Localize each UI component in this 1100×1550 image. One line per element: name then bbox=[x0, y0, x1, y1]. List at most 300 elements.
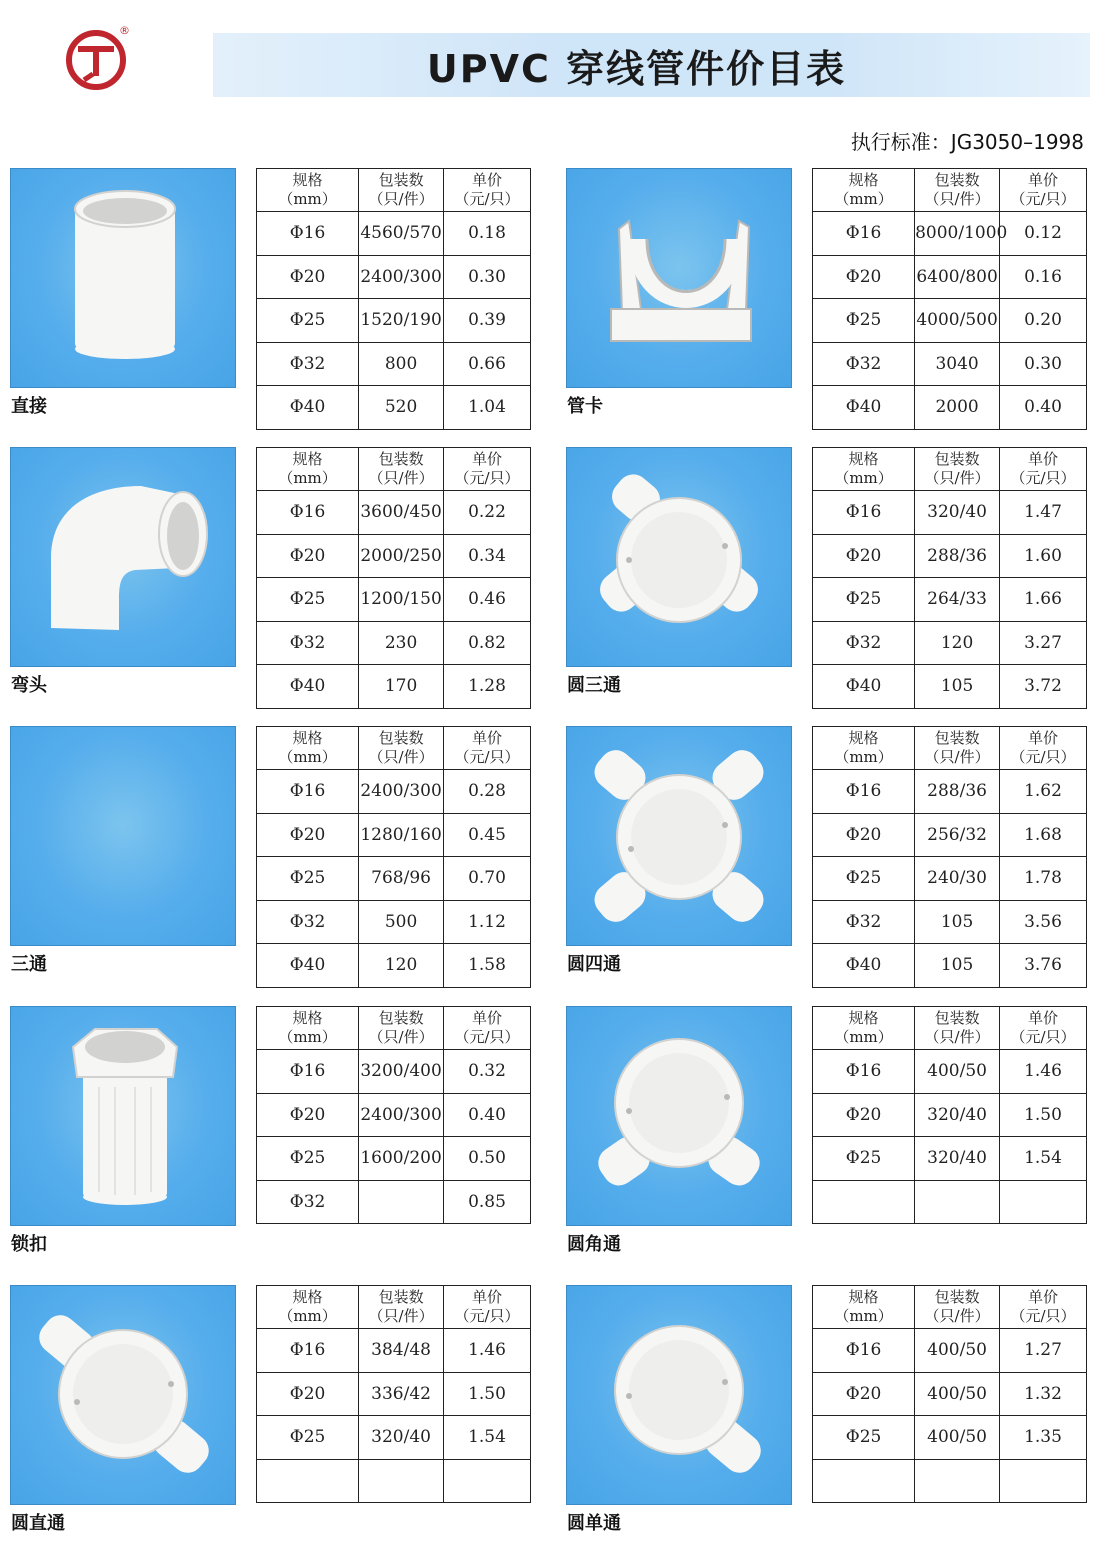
price-cell: 1.28 bbox=[444, 665, 531, 709]
price-cell: 1.12 bbox=[444, 900, 531, 944]
product-name: 圆四通 bbox=[567, 954, 621, 975]
spec-cell: Φ16 bbox=[257, 1329, 359, 1373]
product-name: 圆角通 bbox=[567, 1234, 621, 1255]
spec-cell: Φ16 bbox=[813, 1050, 915, 1094]
table-row bbox=[257, 255, 531, 299]
pack-header-line: 包装数 bbox=[378, 450, 424, 468]
price-cell: 0.20 bbox=[1000, 299, 1087, 343]
price-cell: 0.16 bbox=[1000, 255, 1087, 299]
product-photo bbox=[10, 1285, 236, 1505]
pack-cell: 3600/450 bbox=[359, 491, 444, 535]
product-name: 圆直通 bbox=[11, 1513, 65, 1534]
price-header-line: （元/只） bbox=[1010, 190, 1076, 208]
price-cell: 1.54 bbox=[444, 1416, 531, 1460]
pack-cell: 400/50 bbox=[915, 1050, 1000, 1094]
price-cell: 0.22 bbox=[444, 491, 531, 535]
pack-cell: 288/36 bbox=[915, 770, 1000, 814]
pack-cell bbox=[359, 1459, 444, 1503]
product-name: 直接 bbox=[11, 396, 47, 417]
pack-header-line: 包装数 bbox=[378, 1288, 424, 1306]
pack-header-line: （只/件） bbox=[368, 1028, 434, 1046]
table-row bbox=[813, 1180, 1087, 1224]
price-header-line: 单价 bbox=[1028, 450, 1059, 468]
price-table bbox=[812, 726, 1087, 988]
pack-cell bbox=[359, 1180, 444, 1224]
spec-header-line: （mm） bbox=[834, 1028, 893, 1046]
spec-header bbox=[257, 727, 359, 770]
table-row bbox=[813, 857, 1087, 901]
pack-cell: 320/40 bbox=[915, 1093, 1000, 1137]
spec-cell: Φ25 bbox=[257, 1416, 359, 1460]
pack-cell: 2000/250 bbox=[359, 534, 444, 578]
price-header-line: （元/只） bbox=[454, 1028, 520, 1046]
table-row bbox=[813, 944, 1087, 988]
pack-cell: 1280/160 bbox=[359, 813, 444, 857]
spec-cell: Φ40 bbox=[257, 944, 359, 988]
price-cell: 0.18 bbox=[444, 212, 531, 256]
table-row bbox=[813, 386, 1087, 430]
pack-cell: 2000 bbox=[915, 386, 1000, 430]
spec-cell: Φ40 bbox=[813, 386, 915, 430]
product-block bbox=[10, 726, 531, 991]
spec-header bbox=[813, 448, 915, 491]
spec-cell: Φ32 bbox=[813, 621, 915, 665]
spec-cell: Φ20 bbox=[813, 1372, 915, 1416]
pack-cell: 105 bbox=[915, 665, 1000, 709]
pack-cell: 320/40 bbox=[915, 1137, 1000, 1181]
table-row bbox=[813, 621, 1087, 665]
price-cell: 1.27 bbox=[1000, 1329, 1087, 1373]
price-header-line: 单价 bbox=[472, 171, 503, 189]
table-row bbox=[257, 900, 531, 944]
price-table bbox=[812, 1006, 1087, 1224]
pack-cell: 240/30 bbox=[915, 857, 1000, 901]
product-photo bbox=[566, 726, 792, 946]
table-row bbox=[257, 1329, 531, 1373]
table-row bbox=[257, 944, 531, 988]
spec-cell: Φ16 bbox=[257, 1050, 359, 1094]
price-cell bbox=[1000, 1180, 1087, 1224]
product-block bbox=[566, 168, 1087, 433]
spec-cell: Φ32 bbox=[257, 621, 359, 665]
standard-note: 执行标准：JG3050–1998 bbox=[850, 130, 1084, 154]
spec-cell: Φ25 bbox=[257, 578, 359, 622]
spec-cell: Φ20 bbox=[813, 255, 915, 299]
spec-cell: Φ25 bbox=[813, 1137, 915, 1181]
product-block bbox=[566, 726, 1087, 991]
table-row bbox=[813, 1137, 1087, 1181]
spec-cell: Φ16 bbox=[813, 212, 915, 256]
price-cell: 3.72 bbox=[1000, 665, 1087, 709]
table-row bbox=[813, 1459, 1087, 1503]
spec-cell: Φ20 bbox=[257, 1093, 359, 1137]
price-header bbox=[1000, 1286, 1087, 1329]
table-header-row bbox=[813, 448, 1087, 491]
price-cell: 1.46 bbox=[1000, 1050, 1087, 1094]
table-row bbox=[813, 534, 1087, 578]
product-block bbox=[10, 447, 531, 712]
price-cell: 1.50 bbox=[1000, 1093, 1087, 1137]
price-cell: 0.40 bbox=[444, 1093, 531, 1137]
price-header-line: 单价 bbox=[472, 729, 503, 747]
price-cell: 0.34 bbox=[444, 534, 531, 578]
table-row bbox=[257, 857, 531, 901]
table-row bbox=[257, 770, 531, 814]
pack-cell: 8000/1000 bbox=[915, 212, 1000, 256]
table-header-row bbox=[257, 448, 531, 491]
table-row bbox=[813, 1372, 1087, 1416]
product-block bbox=[10, 1285, 531, 1550]
pack-cell bbox=[915, 1180, 1000, 1224]
spec-header-line: 规格 bbox=[848, 1009, 879, 1027]
pack-header-line: （只/件） bbox=[924, 1307, 990, 1325]
price-cell: 0.30 bbox=[1000, 342, 1087, 386]
spec-cell: Φ20 bbox=[257, 813, 359, 857]
spec-header bbox=[813, 727, 915, 770]
table-row bbox=[257, 1180, 531, 1224]
price-cell: 1.04 bbox=[444, 386, 531, 430]
pack-header-line: （只/件） bbox=[924, 469, 990, 487]
pack-header-line: （只/件） bbox=[368, 469, 434, 487]
table-row bbox=[813, 900, 1087, 944]
spec-header-line: 规格 bbox=[292, 171, 323, 189]
pack-cell bbox=[915, 1459, 1000, 1503]
price-cell: 1.66 bbox=[1000, 578, 1087, 622]
table-row bbox=[813, 813, 1087, 857]
pack-cell: 120 bbox=[359, 944, 444, 988]
spec-header bbox=[257, 1286, 359, 1329]
product-photo bbox=[10, 726, 236, 946]
spec-cell: Φ32 bbox=[813, 342, 915, 386]
table-row bbox=[813, 299, 1087, 343]
pack-cell: 500 bbox=[359, 900, 444, 944]
price-header bbox=[1000, 1007, 1087, 1050]
price-header-line: 单价 bbox=[472, 1009, 503, 1027]
price-header bbox=[444, 1286, 531, 1329]
pack-header-line: （只/件） bbox=[368, 748, 434, 766]
product-block bbox=[10, 168, 531, 433]
product-photo bbox=[566, 1285, 792, 1505]
price-header-line: 单价 bbox=[472, 1288, 503, 1306]
product-name: 圆三通 bbox=[567, 675, 621, 696]
price-header-line: 单价 bbox=[1028, 171, 1059, 189]
price-cell: 1.60 bbox=[1000, 534, 1087, 578]
pack-cell: 336/42 bbox=[359, 1372, 444, 1416]
pack-cell: 2400/300 bbox=[359, 1093, 444, 1137]
pack-cell: 120 bbox=[915, 621, 1000, 665]
table-header-row bbox=[257, 1286, 531, 1329]
spec-header bbox=[257, 169, 359, 212]
price-header-line: （元/只） bbox=[1010, 469, 1076, 487]
pack-cell: 520 bbox=[359, 386, 444, 430]
spec-header bbox=[813, 169, 915, 212]
price-table bbox=[256, 1285, 531, 1503]
table-row bbox=[257, 534, 531, 578]
product-block bbox=[566, 1285, 1087, 1550]
price-cell: 3.76 bbox=[1000, 944, 1087, 988]
price-cell: 1.32 bbox=[1000, 1372, 1087, 1416]
table-header-row bbox=[813, 1286, 1087, 1329]
pack-cell: 800 bbox=[359, 342, 444, 386]
spec-cell: Φ32 bbox=[257, 900, 359, 944]
pack-header-line: 包装数 bbox=[378, 729, 424, 747]
pack-cell: 400/50 bbox=[915, 1329, 1000, 1373]
price-header-line: 单价 bbox=[472, 450, 503, 468]
round-box-four-way-icon bbox=[567, 727, 791, 945]
pack-cell: 1200/150 bbox=[359, 578, 444, 622]
spec-cell: Φ20 bbox=[257, 1372, 359, 1416]
pack-cell: 256/32 bbox=[915, 813, 1000, 857]
pack-cell: 384/48 bbox=[359, 1329, 444, 1373]
price-cell: 0.50 bbox=[444, 1137, 531, 1181]
table-header-row bbox=[257, 169, 531, 212]
price-header bbox=[444, 1007, 531, 1050]
spec-cell: Φ40 bbox=[257, 386, 359, 430]
product-name: 圆单通 bbox=[567, 1513, 621, 1534]
round-box-through-icon bbox=[11, 1286, 235, 1504]
price-cell: 3.27 bbox=[1000, 621, 1087, 665]
pack-cell: 320/40 bbox=[359, 1416, 444, 1460]
spec-cell: Φ20 bbox=[257, 255, 359, 299]
pack-cell: 3040 bbox=[915, 342, 1000, 386]
spec-cell: Φ40 bbox=[257, 665, 359, 709]
pack-cell: 4560/570 bbox=[359, 212, 444, 256]
round-box-angle-icon bbox=[567, 1007, 791, 1225]
product-block bbox=[566, 447, 1087, 712]
lock-nut-connector-icon bbox=[11, 1007, 235, 1225]
price-cell: 0.82 bbox=[444, 621, 531, 665]
price-header bbox=[1000, 727, 1087, 770]
pack-header bbox=[915, 448, 1000, 491]
price-header bbox=[1000, 169, 1087, 212]
spec-header bbox=[813, 1286, 915, 1329]
spec-header-line: （mm） bbox=[834, 190, 893, 208]
price-cell: 0.39 bbox=[444, 299, 531, 343]
product-photo bbox=[566, 1006, 792, 1226]
spec-header bbox=[257, 448, 359, 491]
pack-cell: 1600/200 bbox=[359, 1137, 444, 1181]
spec-cell: Φ25 bbox=[257, 299, 359, 343]
pack-header-line: （只/件） bbox=[924, 748, 990, 766]
price-cell bbox=[444, 1459, 531, 1503]
pack-cell: 264/33 bbox=[915, 578, 1000, 622]
price-cell: 1.35 bbox=[1000, 1416, 1087, 1460]
spec-cell: Φ25 bbox=[813, 578, 915, 622]
product-photo bbox=[10, 447, 236, 667]
table-row bbox=[257, 1093, 531, 1137]
pack-cell: 2400/300 bbox=[359, 255, 444, 299]
table-row bbox=[257, 1050, 531, 1094]
spec-cell: Φ16 bbox=[257, 212, 359, 256]
product-photo bbox=[566, 447, 792, 667]
spec-cell: Φ16 bbox=[813, 770, 915, 814]
price-cell: 0.85 bbox=[444, 1180, 531, 1224]
table-row bbox=[257, 813, 531, 857]
price-cell: 0.12 bbox=[1000, 212, 1087, 256]
spec-header-line: 规格 bbox=[292, 729, 323, 747]
table-row bbox=[813, 665, 1087, 709]
round-box-single-icon bbox=[567, 1286, 791, 1504]
pack-header bbox=[359, 448, 444, 491]
pack-header bbox=[359, 169, 444, 212]
pack-cell: 400/50 bbox=[915, 1416, 1000, 1460]
spec-header-line: （mm） bbox=[834, 748, 893, 766]
spec-cell: Φ20 bbox=[813, 813, 915, 857]
product-block bbox=[10, 1006, 531, 1271]
spec-cell: Φ32 bbox=[813, 900, 915, 944]
pack-cell: 6400/800 bbox=[915, 255, 1000, 299]
spec-cell: Φ32 bbox=[257, 1180, 359, 1224]
table-header-row bbox=[257, 727, 531, 770]
spec-header-line: 规格 bbox=[848, 729, 879, 747]
table-row bbox=[257, 342, 531, 386]
price-table bbox=[256, 1006, 531, 1224]
spec-cell bbox=[813, 1180, 915, 1224]
pack-header-line: （只/件） bbox=[368, 1307, 434, 1325]
price-header-line: （元/只） bbox=[454, 748, 520, 766]
pack-header bbox=[359, 1007, 444, 1050]
price-table bbox=[256, 168, 531, 430]
spec-cell: Φ16 bbox=[813, 491, 915, 535]
product-photo bbox=[10, 1006, 236, 1226]
spec-header-line: （mm） bbox=[278, 1028, 337, 1046]
spec-cell bbox=[257, 1459, 359, 1503]
spec-cell: Φ20 bbox=[257, 534, 359, 578]
spec-cell: Φ25 bbox=[257, 857, 359, 901]
pack-header bbox=[915, 727, 1000, 770]
spec-cell: Φ25 bbox=[813, 299, 915, 343]
price-header-line: （元/只） bbox=[454, 1307, 520, 1325]
price-cell: 1.68 bbox=[1000, 813, 1087, 857]
pack-cell: 288/36 bbox=[915, 534, 1000, 578]
price-cell: 0.40 bbox=[1000, 386, 1087, 430]
pipe-clip-icon bbox=[567, 169, 791, 387]
table-row bbox=[813, 770, 1087, 814]
spec-cell: Φ20 bbox=[813, 534, 915, 578]
price-header-line: （元/只） bbox=[454, 469, 520, 487]
spec-cell: Φ25 bbox=[257, 1137, 359, 1181]
table-row bbox=[813, 1093, 1087, 1137]
table-row bbox=[257, 1416, 531, 1460]
table-row bbox=[257, 621, 531, 665]
table-row bbox=[813, 578, 1087, 622]
price-cell: 1.78 bbox=[1000, 857, 1087, 901]
price-cell: 0.45 bbox=[444, 813, 531, 857]
spec-header-line: 规格 bbox=[292, 1288, 323, 1306]
spec-header-line: 规格 bbox=[848, 1288, 879, 1306]
spec-header-line: （mm） bbox=[278, 748, 337, 766]
table-row bbox=[257, 491, 531, 535]
product-name: 锁扣 bbox=[11, 1234, 47, 1255]
spec-header bbox=[257, 1007, 359, 1050]
registered-mark: ® bbox=[119, 24, 130, 37]
pack-header bbox=[359, 727, 444, 770]
price-header bbox=[444, 448, 531, 491]
price-table bbox=[256, 447, 531, 709]
price-header-line: 单价 bbox=[1028, 729, 1059, 747]
spec-cell: Φ40 bbox=[813, 944, 915, 988]
price-cell: 1.46 bbox=[444, 1329, 531, 1373]
pack-header-line: 包装数 bbox=[378, 1009, 424, 1027]
table-header-row bbox=[813, 1007, 1087, 1050]
spec-header bbox=[813, 1007, 915, 1050]
spec-cell: Φ40 bbox=[813, 665, 915, 709]
spec-cell: Φ25 bbox=[813, 857, 915, 901]
price-cell: 3.56 bbox=[1000, 900, 1087, 944]
product-photo bbox=[10, 168, 236, 388]
spec-cell: Φ16 bbox=[257, 491, 359, 535]
pack-header-line: 包装数 bbox=[934, 729, 980, 747]
title-banner bbox=[213, 33, 1090, 97]
pack-header-line: （只/件） bbox=[924, 190, 990, 208]
pack-header-line: （只/件） bbox=[924, 1028, 990, 1046]
price-cell: 1.47 bbox=[1000, 491, 1087, 535]
table-row bbox=[257, 1459, 531, 1503]
table-row bbox=[813, 491, 1087, 535]
spec-cell: Φ16 bbox=[813, 1329, 915, 1373]
table-row bbox=[257, 578, 531, 622]
price-cell: 0.32 bbox=[444, 1050, 531, 1094]
price-table bbox=[256, 726, 531, 988]
pack-cell: 400/50 bbox=[915, 1372, 1000, 1416]
price-cell: 0.66 bbox=[444, 342, 531, 386]
spec-cell: Φ32 bbox=[257, 342, 359, 386]
table-header-row bbox=[813, 727, 1087, 770]
pack-cell: 320/40 bbox=[915, 491, 1000, 535]
straight-coupling-icon bbox=[11, 169, 235, 387]
pack-cell: 4000/500 bbox=[915, 299, 1000, 343]
price-header-line: （元/只） bbox=[1010, 748, 1076, 766]
table-row bbox=[257, 212, 531, 256]
product-block bbox=[566, 1006, 1087, 1271]
price-cell: 0.30 bbox=[444, 255, 531, 299]
table-row bbox=[257, 299, 531, 343]
table-row bbox=[257, 386, 531, 430]
table-row bbox=[813, 1329, 1087, 1373]
spec-header-line: （mm） bbox=[278, 190, 337, 208]
table-header-row bbox=[257, 1007, 531, 1050]
pack-cell: 2400/300 bbox=[359, 770, 444, 814]
price-table bbox=[812, 1285, 1087, 1503]
pack-header-line: 包装数 bbox=[934, 450, 980, 468]
pack-cell: 1520/190 bbox=[359, 299, 444, 343]
table-row bbox=[257, 1372, 531, 1416]
price-cell: 0.46 bbox=[444, 578, 531, 622]
price-header-line: （元/只） bbox=[1010, 1307, 1076, 1325]
pack-header-line: （只/件） bbox=[368, 190, 434, 208]
pack-header-line: 包装数 bbox=[934, 1009, 980, 1027]
pack-header bbox=[915, 1286, 1000, 1329]
page-title: UPVC 穿线管件价目表 bbox=[426, 46, 847, 91]
spec-cell: Φ20 bbox=[813, 1093, 915, 1137]
table-row bbox=[257, 1137, 531, 1181]
spec-header-line: 规格 bbox=[292, 450, 323, 468]
price-cell: 1.62 bbox=[1000, 770, 1087, 814]
price-header bbox=[444, 169, 531, 212]
pack-header-line: 包装数 bbox=[934, 171, 980, 189]
table-row bbox=[813, 1050, 1087, 1094]
price-cell: 1.50 bbox=[444, 1372, 531, 1416]
price-header-line: （元/只） bbox=[454, 190, 520, 208]
tee-icon bbox=[11, 727, 235, 945]
spec-header-line: （mm） bbox=[278, 469, 337, 487]
pack-header-line: 包装数 bbox=[378, 171, 424, 189]
spec-header-line: 规格 bbox=[848, 171, 879, 189]
table-row bbox=[813, 212, 1087, 256]
pack-cell: 170 bbox=[359, 665, 444, 709]
spec-header-line: （mm） bbox=[834, 1307, 893, 1325]
price-cell: 0.28 bbox=[444, 770, 531, 814]
